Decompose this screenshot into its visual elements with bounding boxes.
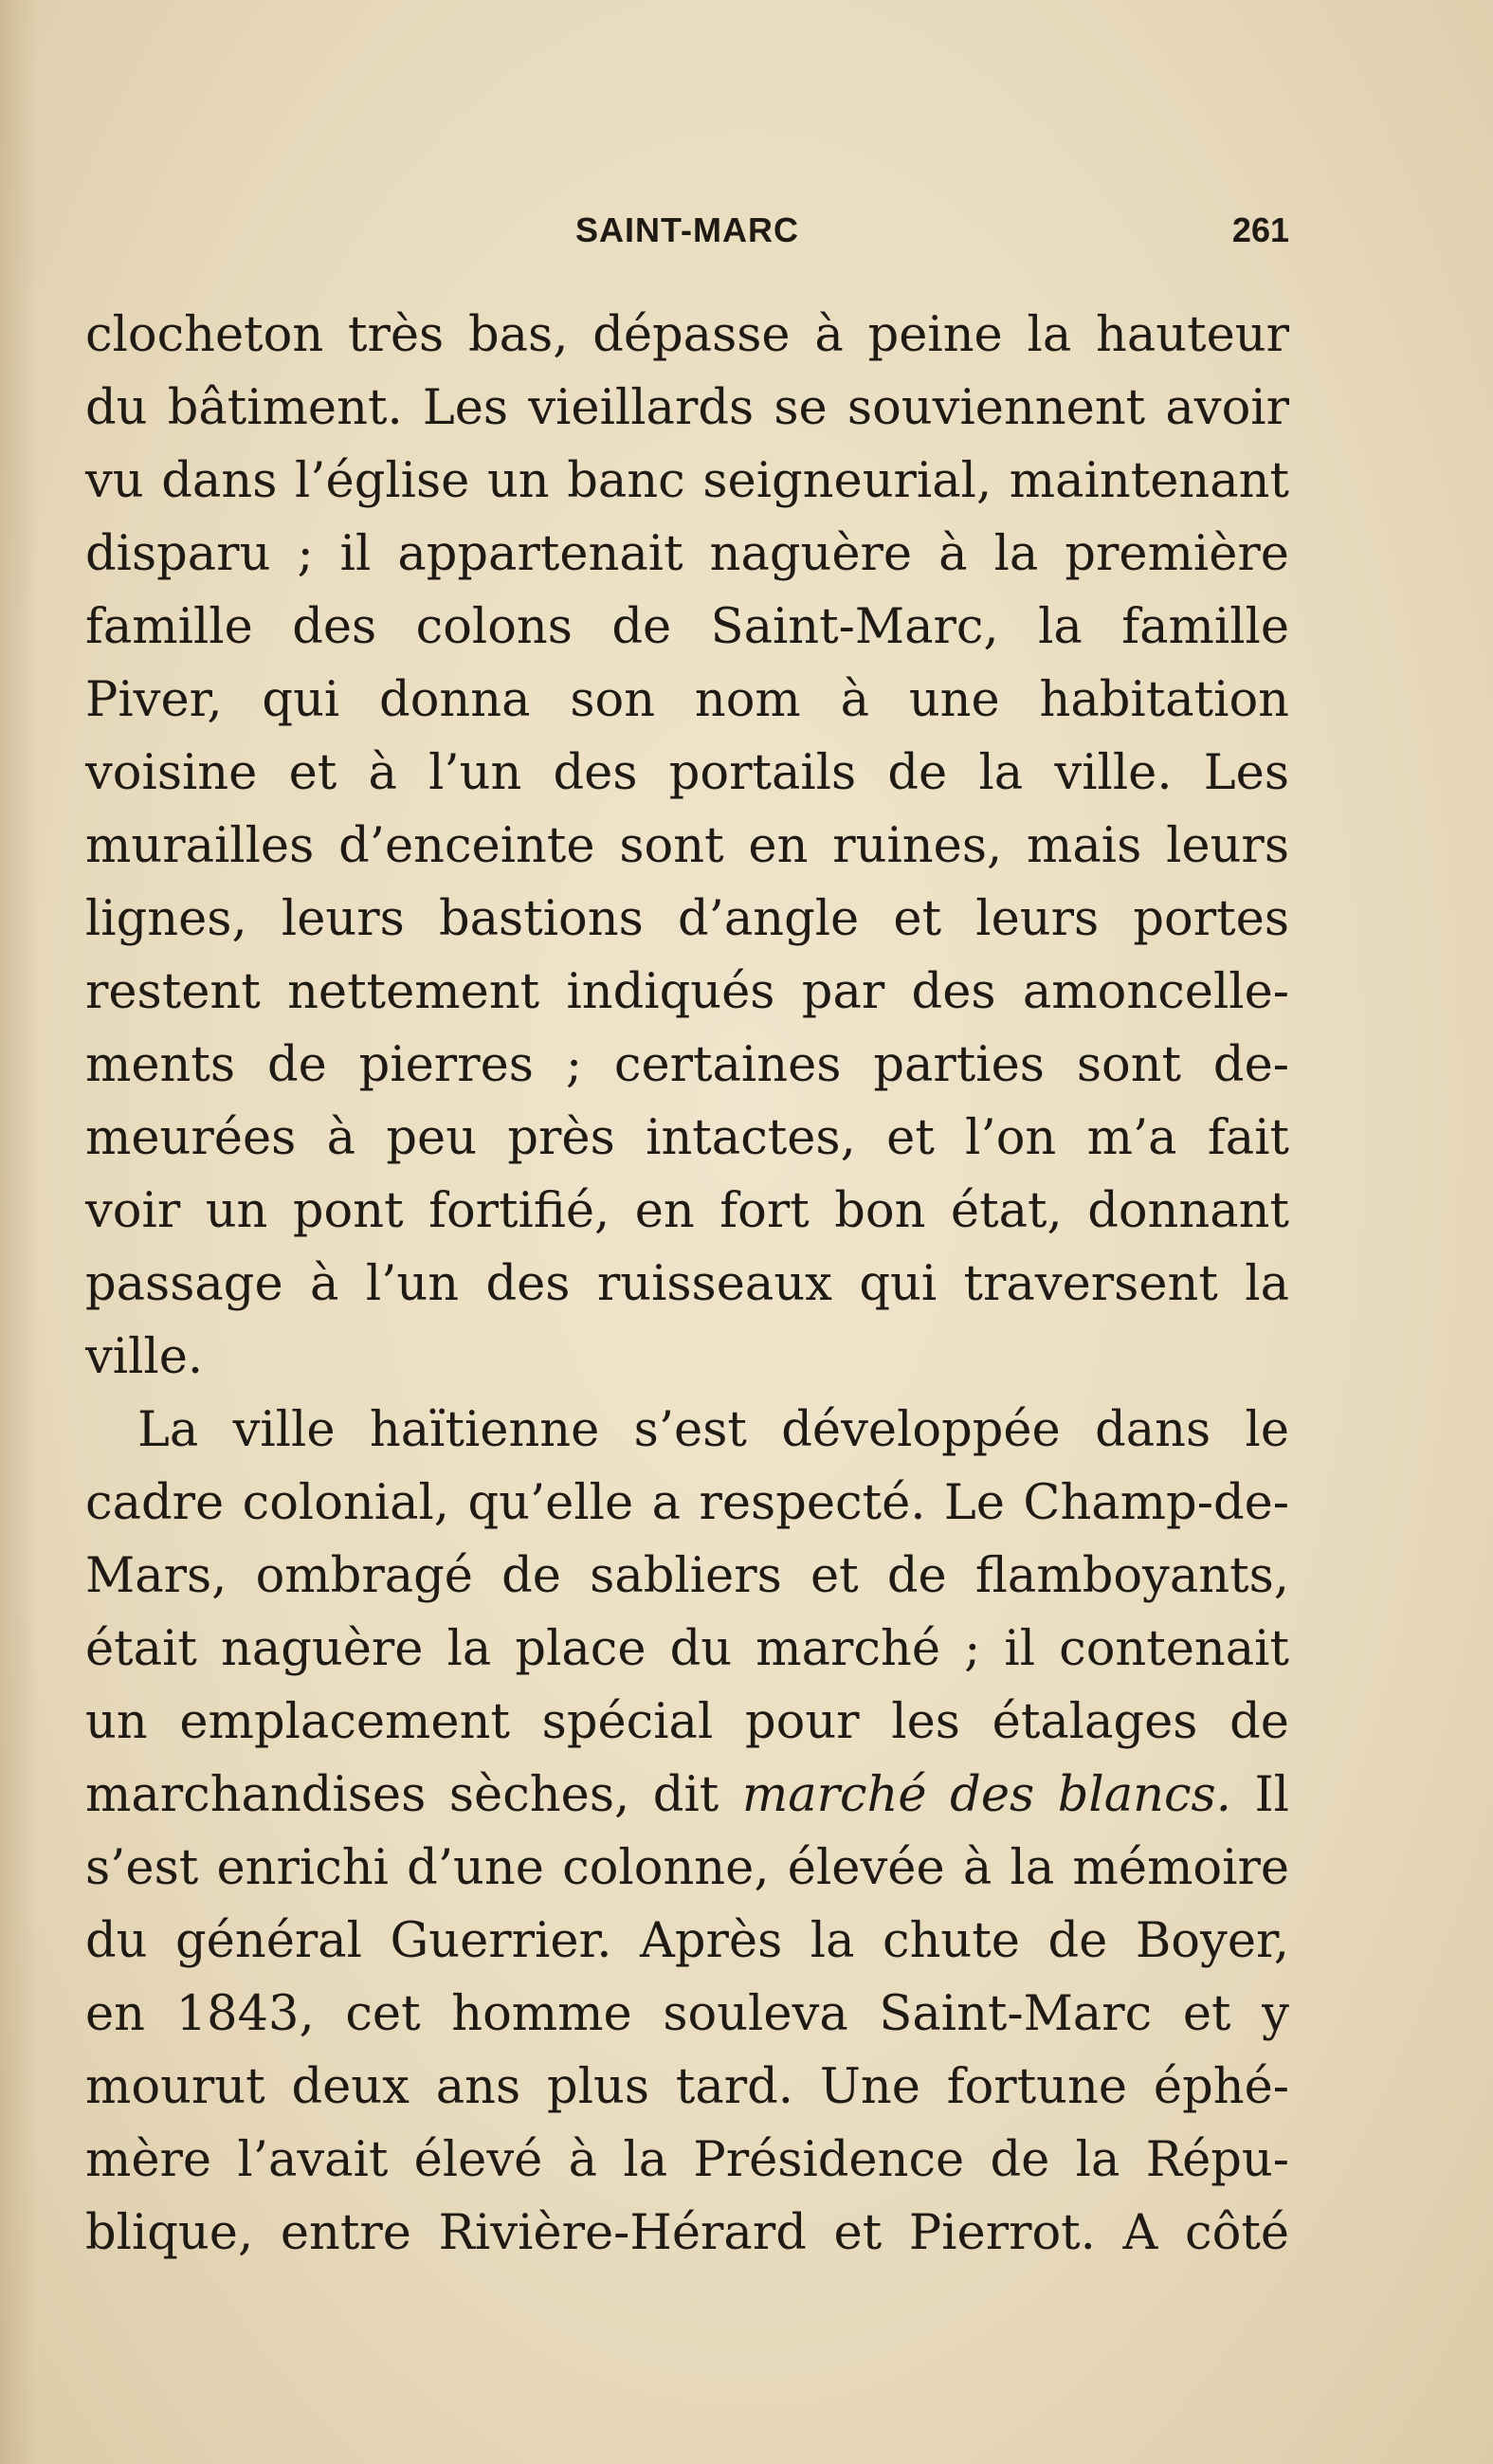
- text-line: cadre colonial, qu’elle a respecté. Le Champ-de-: [85, 1475, 1289, 1531]
- text-line: clocheton très bas, dépasse à peine la hauteur: [85, 307, 1289, 363]
- text-line: passage à l’un des ruisseaux qui traversent la: [85, 1256, 1289, 1312]
- text-line: mère l’avait élevé à la Présidence de la Répu-: [85, 2132, 1289, 2188]
- running-title: SAINT-MARC: [575, 210, 799, 249]
- text-line: en 1843, cet homme souleva Saint-Marc et y: [85, 1986, 1289, 2042]
- text-line: restent nettement indiqués par des amoncelle-: [85, 964, 1289, 1020]
- text-line: voisine et à l’un des portails de la ville. Les: [85, 745, 1289, 801]
- paragraph-first-line: La ville haïtienne s’est développée dans le: [137, 1402, 1289, 1458]
- running-head: [85, 210, 1289, 258]
- text-line: s’est enrichi d’une colonne, élevée à la mémoire: [85, 1840, 1289, 1896]
- text-line: Piver, qui donna son nom à une habitation: [85, 672, 1289, 728]
- text-segment: marchandises sèches, dit: [85, 1767, 742, 1823]
- text-line: murailles d’enceinte sont en ruines, mais leurs: [85, 818, 1289, 874]
- text-segment: Il: [1230, 1767, 1289, 1823]
- text-line: disparu ; il appartenait naguère à la première: [85, 526, 1289, 582]
- text-line-with-italic: [85, 1759, 1289, 1832]
- text-line: ments de pierres ; certaines parties sont de-: [85, 1037, 1289, 1093]
- page-number: 261: [1231, 210, 1289, 249]
- text-line: du bâtiment. Les vieillards se souviennent avoir: [85, 380, 1289, 436]
- text-line: famille des colons de Saint-Marc, la famille: [85, 599, 1289, 655]
- italic-phrase: marché des blancs.: [741, 1767, 1231, 1823]
- text-line: vu dans l’église un banc seigneurial, maintenant: [85, 453, 1289, 509]
- text-line: meurées à peu près intactes, et l’on m’a fait: [85, 1110, 1289, 1166]
- text-line: voir un pont fortifié, en fort bon état, donnant: [85, 1183, 1289, 1239]
- text-line: un emplacement spécial pour les étalages de: [85, 1694, 1289, 1750]
- text-line: mourut deux ans plus tard. Une fortune éphé-: [85, 2059, 1289, 2115]
- body-text: [85, 299, 1289, 2270]
- text-line: blique, entre Rivière-Hérard et Pierrot. A côté: [85, 2205, 1289, 2261]
- text-line: était naguère la place du marché ; il contenait: [85, 1621, 1289, 1677]
- text-line: du général Guerrier. Après la chute de Boyer,: [85, 1913, 1289, 1969]
- text-line: ville.: [85, 1329, 204, 1385]
- text-line: Mars, ombragé de sabliers et de flamboyants,: [85, 1548, 1289, 1604]
- text-line: lignes, leurs bastions d’angle et leurs portes: [85, 891, 1289, 947]
